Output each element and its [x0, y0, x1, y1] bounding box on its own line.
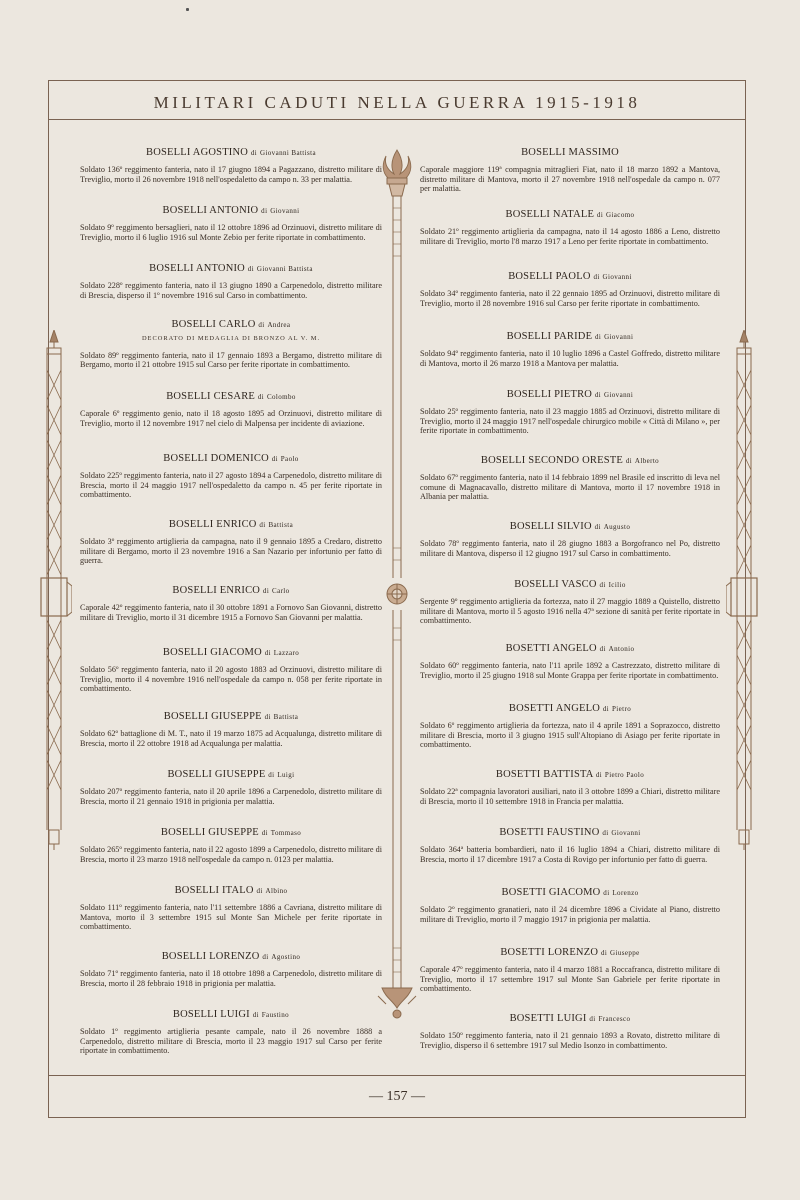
entry-surname: BOSELLI GIUSEPPE [167, 769, 266, 780]
entry-name [420, 704, 720, 714]
record-entry [80, 148, 382, 184]
entry-text: Sergente 9º reggimento artiglieria da fortezza, nato il 27 maggio 1889 a Quistello, distretto militare di Mantova, morto il 5 agosto 1916 nella 47ª sezione di sanità per ferite riportate in combattimento. [420, 597, 720, 625]
entry-surname: BOSELLI ANTONIO [149, 263, 245, 274]
record-entry [80, 1010, 382, 1055]
entry-text: Soldato 6º reggimento artiglieria da fortezza, nato il 4 aprile 1891 a Soprazocco, distretto militare di Brescia, morto il 3 giugno 1915 sull'Altopiano di Asiago per ferite riportate in combattimento. [420, 721, 720, 749]
record-entry [420, 828, 720, 864]
entry-surname: BOSELLI NATALE [505, 209, 595, 220]
record-entry [80, 392, 382, 428]
record-entry [420, 332, 720, 368]
entry-di: di [599, 645, 606, 653]
entry-surname: BOSELLI SILVIO [509, 521, 592, 532]
entry-surname: BOSETTI ANGELO [505, 643, 597, 654]
entry-text: Soldato 9º reggimento bersaglieri, nato il 12 ottobre 1896 ad Orzinuovi, distretto militare di Treviglio, morto il 6 luglio 1916 sul Monte Zebio per ferite riportate in combattimento. [80, 223, 382, 242]
entry-father: Battista [268, 521, 294, 529]
entry-name [420, 390, 720, 400]
entry-name [80, 454, 382, 464]
entry-father: Faustino [261, 1011, 290, 1019]
entry-surname: BOSELLI ANTONIO [162, 205, 259, 216]
record-entry [80, 648, 382, 693]
record-entry [80, 320, 382, 369]
entry-name [80, 952, 382, 962]
entry-text: Soldato 22ª compagnia lavoratori ausiliari, nato il 3 ottobre 1899 a Chiari, distretto militare di Brescia, morto il 10 settembre 1918 in Francia per malattia. [420, 787, 720, 806]
entry-name [420, 644, 720, 654]
entry-text: Soldato 265º reggimento fanteria, nato il 22 agosto 1899 a Carpenedolo, distretto militare di Brescia, morto il 23 marzo 1918 nell'ospedale da campo n. 0123 per malattia. [80, 845, 382, 864]
entry-name [420, 210, 720, 220]
entry-text: Soldato 71º reggimento fanteria, nato il 18 ottobre 1898 a Carpenedolo, distretto militare di Brescia, morto il 28 febbraio 1918 in prigionia per malattia. [80, 969, 382, 988]
entry-name [80, 648, 382, 658]
entry-father: Agostino [271, 953, 301, 961]
entry-di: di [599, 581, 606, 589]
right-standard-ornament [726, 330, 762, 850]
entry-text: Soldato 89º reggimento fanteria, nato il 17 gennaio 1893 a Bergamo, distretto militare di Bergamo, morto il 21 ottobre 1915 sul Carso per ferite riportate in combattimento. [80, 350, 382, 369]
entry-name [420, 770, 720, 780]
entry-surname: BOSELLI LORENZO [161, 951, 260, 962]
entry-surname: BOSELLI GIACOMO [162, 647, 262, 658]
entry-text: Soldato 1º reggimento artiglieria pesante campale, nato il 26 novembre 1888 a Carpenedolo, distretto militare di Brescia, morto il 23 maggio 1917 sul Carso per ferite riportate in combattimento. [80, 1027, 382, 1055]
entry-surname: BOSELLI GIUSEPPE [160, 827, 259, 838]
entry-di: di [593, 273, 600, 281]
record-entry [420, 272, 720, 308]
entry-di: di [595, 333, 602, 341]
entry-text: Soldato 228º reggimento fanteria, nato il 13 giugno 1890 a Carpenedolo, distretto militare di Brescia, disperso il 1º novembre 1916 sul Carso in combattimento. [80, 281, 382, 300]
entry-di: di [258, 321, 265, 329]
entry-name [420, 522, 720, 532]
entry-di: di [602, 829, 609, 837]
record-entry [80, 828, 382, 864]
entry-father: Lorenzo [612, 889, 639, 897]
entry-di: di [256, 887, 263, 895]
title-bar [48, 80, 746, 120]
entry-text: Soldato 60º reggimento fanteria, nato l'11 aprile 1892 a Castrezzato, distretto militare di Treviglio, morto il 25 giugno 1918 sul Monte Grappa per ferite riportate in combattimento. [420, 661, 720, 680]
entry-surname: BOSELLI AGOSTINO [146, 147, 249, 158]
record-entry [80, 886, 382, 931]
record-entry [420, 522, 720, 558]
entry-surname: BOSETTI ANGELO [508, 703, 601, 714]
entry-name [420, 580, 720, 590]
entry-surname: BOSELLI ENRICO [172, 585, 261, 596]
record-entry [80, 520, 382, 565]
entry-surname: BOSELLI MASSIMO [521, 147, 619, 158]
entry-di: di [594, 391, 602, 399]
entry-father: Giuseppe [610, 949, 640, 957]
entry-surname: BOSELLI DOMENICO [163, 453, 269, 464]
record-entry [420, 1014, 720, 1050]
entry-father: Alberto [634, 457, 660, 465]
entry-decoration: DECORATO DI MEDAGLIA DI BRONZO AL V. M. [141, 335, 321, 343]
entry-father: Antonio [608, 645, 635, 653]
entry-father: Battista [273, 713, 299, 721]
entry-name [420, 1014, 720, 1024]
entry-di: di [596, 211, 604, 219]
entry-text: Soldato 78º reggimento fanteria, nato il 28 giugno 1883 a Borgofranco nel Po, distretto militare di Mantova, disperso il 12 giugno 1917 sul Carso in combattimento. [420, 539, 720, 558]
entry-father: Tommaso [270, 829, 302, 837]
record-entry [420, 148, 720, 193]
entry-surname: BOSETTI LORENZO [500, 947, 599, 958]
record-entry [420, 704, 720, 749]
entry-text: Caporale 42º reggimento fanteria, nato il 30 ottobre 1891 a Fornovo San Giovanni, distretto militare di Treviglio, morto il 31 dicembre 1915 a Fornovo San Giovanni per malattia. [80, 603, 382, 622]
entry-surname: BOSELLI SECONDO ORESTE [480, 455, 623, 466]
entry-name [80, 320, 382, 330]
entry-text: Soldato 3º reggimento artiglieria da campagna, nato il 9 gennaio 1895 a Credaro, distretto militare di Bergamo, morto il 23 novembre 1916 a San Nazario per infortunio per fatto di guerra. [80, 537, 382, 565]
entry-text: Caporale maggiore 119ª compagnia mitraglieri Fiat, nato il 18 marzo 1892 a Mantova, distretto militare di Mantova, morto il 27 novembre 1918 nell'ospedale da campo n. 077 per malattia. [420, 165, 720, 193]
entry-surname: BOSELLI PIETRO [506, 389, 593, 400]
entry-name [420, 272, 720, 282]
page-number: — 157 — [369, 1089, 425, 1104]
record-entry [420, 390, 720, 435]
entry-father: Giovanni [603, 391, 634, 399]
entry-text: Soldato 67º reggimento fanteria, nato il 14 febbraio 1899 nel Brasile ed inscritto di leva nel comune di Magnacavallo, distretto militare di Mantova, morto il 17 novembre 1918 in Albania per malattia. [420, 473, 720, 501]
entry-di: di [257, 393, 265, 401]
entry-surname: BOSELLI ITALO [174, 885, 254, 896]
entry-father: Giovanni [270, 207, 300, 215]
entry-di: di [589, 1015, 596, 1023]
entry-father: Giovanni Battista [259, 149, 316, 157]
footer-bar [48, 1075, 746, 1118]
entry-di: di [602, 705, 610, 713]
record-entry [80, 770, 382, 806]
entry-father: Lazzaro [273, 649, 300, 657]
entry-text: Soldato 25º reggimento fanteria, nato il 23 maggio 1885 ad Orzinuovi, distretto militare di Treviglio, morto il 24 maggio 1917 nell'ospedale chirurgico mobile « Città di Milano », per ferite riportate in combattimento. [420, 407, 720, 435]
entry-father: Giacomo [606, 211, 635, 219]
entry-di: di [595, 771, 603, 779]
entry-surname: BOSELLI PAOLO [508, 271, 591, 282]
entry-surname: BOSETTI BATTISTA [495, 769, 594, 780]
entry-father: Augusto [603, 523, 631, 531]
entry-text: Soldato 34º reggimento fanteria, nato il 22 gennaio 1895 ad Orzinuovi, distretto militare di Treviglio, morto il 28 novembre 1916 sul Carso per ferite riportate in combattimento. [420, 289, 720, 308]
record-entry [80, 586, 382, 622]
entry-name [80, 148, 382, 158]
entry-text: Caporale 6º reggimento genio, nato il 18 agosto 1895 ad Orzinuovi, distretto militare di Treviglio, morto il 12 novembre 1917 nel cielo di Malpensa per incidente di aviazione. [80, 409, 382, 428]
entry-name [80, 712, 382, 722]
entry-name [80, 770, 382, 780]
print-speck [186, 8, 189, 11]
entry-text: Soldato 56º reggimento fanteria, nato il 20 agosto 1883 ad Orzinuovi, distretto militare di Treviglio, morto il 4 novembre 1916 nell'ospedale da campo n. 058 per ferite riportate in combattimento. [80, 665, 382, 693]
record-entry [420, 644, 720, 680]
record-entry [80, 952, 382, 988]
entry-text: Soldato 150º reggimento fanteria, nato il 21 gennaio 1893 a Rovato, distretto militare di Treviglio, disperso il 6 settembre 1917 sul Medio Isonzo in combattimento. [420, 1031, 720, 1050]
entry-di: di [250, 149, 258, 157]
entry-father: Giovanni [604, 333, 634, 341]
entry-father: Carlo [272, 587, 290, 595]
entry-di: di [262, 587, 270, 595]
entry-text: Soldato 2º reggimento granatieri, nato il 24 dicembre 1896 a Cividate al Piano, distretto militare di Treviglio, morto il 7 maggio 1917 in prigionia per malattia. [420, 905, 720, 924]
entry-name [80, 586, 382, 596]
record-entry [420, 888, 720, 924]
entry-name [420, 456, 720, 466]
record-entry [80, 454, 382, 499]
entry-father: Luigi [277, 771, 295, 779]
record-entry [420, 580, 720, 625]
entry-name [80, 1010, 382, 1020]
entry-surname: BOSELLI CESARE [166, 391, 256, 402]
entry-di: di [252, 1011, 259, 1019]
entry-name [420, 148, 720, 158]
entry-text: Caporale 47º reggimento fanteria, nato il 4 marzo 1881 a Roccafranca, distretto militare di Treviglio, morto il 17 settembre 1917 sul Monte San Gabriele per ferite riportate in combattimento. [420, 965, 720, 993]
record-entry [80, 712, 382, 748]
entry-name [80, 206, 382, 216]
entry-di: di [259, 521, 266, 529]
entry-text: Soldato 207º reggimento fanteria, nato il 20 aprile 1896 a Carpenedolo, distretto militare di Brescia, morto il 21 gennaio 1918 in prigionia per malattia. [80, 787, 382, 806]
entry-di: di [261, 829, 268, 837]
record-entry [80, 206, 382, 242]
entry-name [80, 392, 382, 402]
entry-name [420, 828, 720, 838]
entry-text: Soldato 21º reggimento artiglieria da campagna, nato il 14 agosto 1886 a Leno, distretto militare di Treviglio, morto l'8 marzo 1917 a Leno per ferite riportate in combattimento. [420, 227, 720, 246]
record-entry [420, 210, 720, 246]
entry-surname: BOSELLI GIUSEPPE [163, 711, 262, 722]
entry-di: di [603, 889, 610, 897]
entry-father: Giovanni [611, 829, 641, 837]
entry-father: Francesco [598, 1015, 631, 1023]
entry-father: Albino [265, 887, 288, 895]
entry-name [80, 828, 382, 838]
entry-surname: BOSELLI PARIDE [506, 331, 593, 342]
entry-text: Soldato 62º battaglione di M. T., nato il 19 marzo 1875 ad Acqualunga, distretto militare di Brescia, morto il 22 ottobre 1918 ad Acqualunga per malattia. [80, 729, 382, 748]
entry-father: Pietro Paolo [604, 771, 645, 779]
entry-name [420, 948, 720, 958]
entry-surname: BOSETTI GIACOMO [501, 887, 601, 898]
entry-surname: BOSELLI VASCO [514, 579, 597, 590]
entry-name [80, 520, 382, 530]
entry-father: Pietro [611, 705, 632, 713]
entry-name [80, 886, 382, 896]
record-entry [420, 948, 720, 993]
entry-name [420, 888, 720, 898]
entry-surname: BOSELLI ENRICO [168, 519, 257, 530]
entry-father: Giovanni Battista [256, 265, 313, 273]
entry-di: di [247, 265, 255, 273]
entry-surname: BOSELLI LUIGI [172, 1009, 250, 1020]
entry-father: Colombo [266, 393, 296, 401]
entry-text: Soldato 111º reggimento fanteria, nato l'11 settembre 1886 a Cavriana, distretto militare di Mantova, morto il 3 settembre 1915 sul Monte San Michele per ferite riportate in combattimento. [80, 903, 382, 931]
entry-father: Paolo [280, 455, 299, 463]
entry-di: di [625, 457, 633, 465]
record-entry [80, 264, 382, 300]
record-entry [420, 456, 720, 501]
entry-di: di [261, 207, 268, 215]
entry-father: Icilio [608, 581, 626, 589]
record-entry [420, 770, 720, 806]
entry-di: di [271, 455, 278, 463]
entry-di: di [262, 953, 269, 961]
entry-text: Soldato 364ª batteria bombardieri, nato il 16 luglio 1894 a Chiari, distretto militare di Brescia, morto il 17 dicembre 1917 a Costa di Rovigo per infortunio per fatto di guerra. [420, 845, 720, 864]
page-title: MILITARI CADUTI NELLA GUERRA 1915-1918 [153, 92, 641, 112]
entry-name [80, 264, 382, 274]
entry-di: di [268, 771, 275, 779]
left-standard-ornament [36, 330, 72, 850]
entry-text: Soldato 94º reggimento fanteria, nato il 10 luglio 1896 a Castel Goffredo, distretto militare di Mantova, morto il 26 marzo 1918 a Mantova per malattia. [420, 349, 720, 368]
entry-surname: BOSETTI LUIGI [509, 1013, 587, 1024]
entry-text: Soldato 225º reggimento fanteria, nato il 27 agosto 1894 a Carpenedolo, distretto militare di Brescia, morto il 24 maggio 1917 nell'ospedaletto da campo n. 45 per ferite riportate in combattimento. [80, 471, 382, 499]
entry-di: di [594, 523, 601, 531]
entry-surname: BOSETTI FAUSTINO [499, 827, 600, 838]
entry-text: Soldato 136º reggimento fanteria, nato il 17 giugno 1894 a Pagazzano, distretto militare di Treviglio, morto il 26 novembre 1918 nell'ospedaletto da campo n. 33 per malattia. [80, 165, 382, 184]
entry-name [420, 332, 720, 342]
entry-surname: BOSELLI CARLO [171, 319, 256, 330]
entry-di: di [264, 713, 271, 721]
entry-di: di [600, 949, 608, 957]
entry-father: Giovanni [602, 273, 632, 281]
entry-father: Andrea [267, 321, 291, 329]
entry-di: di [264, 649, 271, 657]
